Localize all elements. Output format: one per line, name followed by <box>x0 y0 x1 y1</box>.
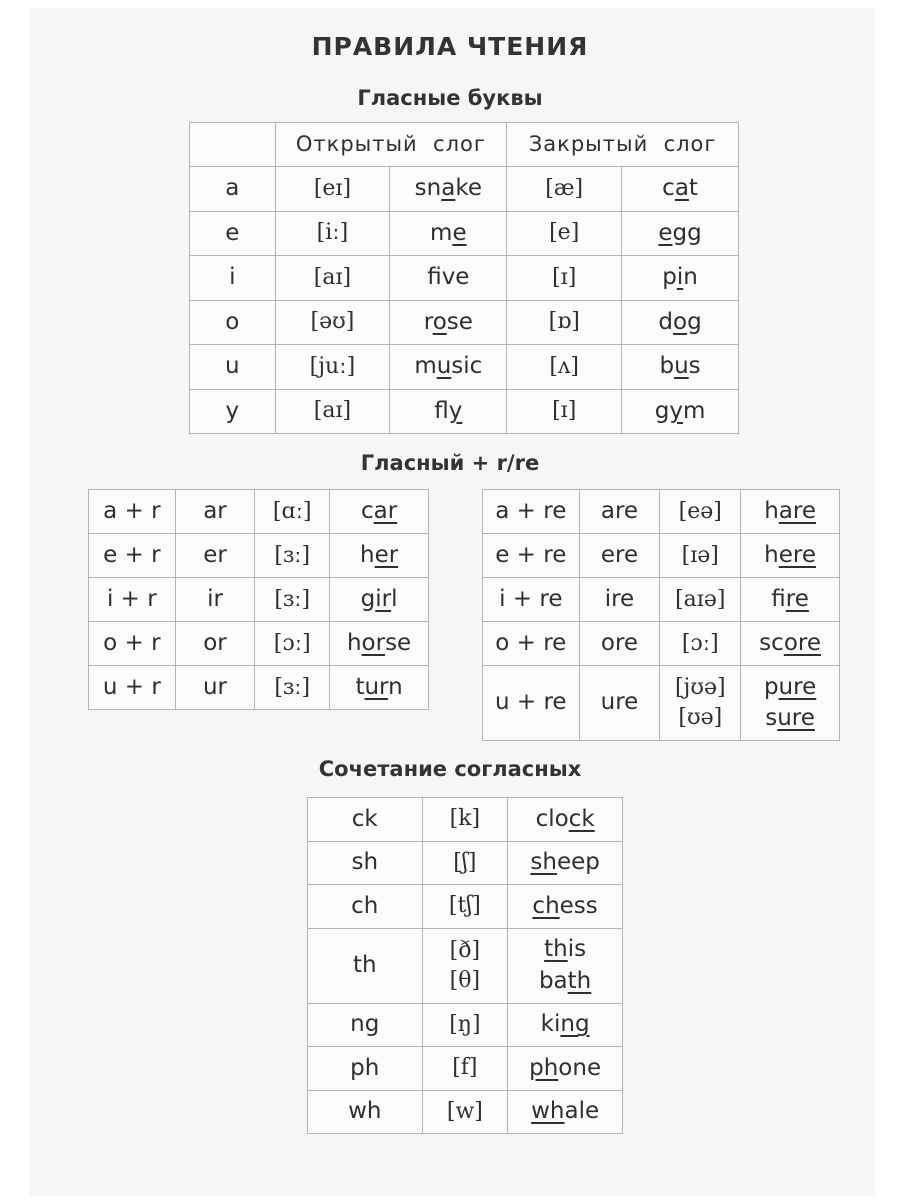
combo-text: o + re <box>495 629 567 656</box>
word-suffix: s <box>688 353 701 380</box>
closed-syllable-ipa <box>507 211 622 256</box>
letter-text: e <box>225 219 240 246</box>
combo-letters <box>579 578 660 622</box>
vowels-corner-cell <box>190 123 276 167</box>
word-highlight: are <box>778 497 816 524</box>
ipa-text: [aɪə] <box>675 586 726 612</box>
consonant-row <box>308 1047 623 1091</box>
word-prefix: t <box>355 673 365 700</box>
combo-example <box>330 490 429 534</box>
word-suffix: se <box>446 308 473 335</box>
word-suffix: sic <box>451 353 483 380</box>
ipa-text: [e] <box>549 220 580 246</box>
word-suffix: m <box>682 397 706 424</box>
ipa-text: [əʊ] <box>310 309 355 335</box>
combo-text: e + re <box>495 541 567 568</box>
open-syllable-example <box>390 300 507 345</box>
combo-text: u + r <box>102 673 161 700</box>
word-highlight: e <box>658 219 673 246</box>
example-word <box>330 496 428 527</box>
combo-formula <box>89 666 176 710</box>
closed-syllable-ipa <box>507 300 622 345</box>
ipa-text: [ʊə] <box>678 705 723 730</box>
word-prefix: p <box>662 264 677 291</box>
letters-text: ar <box>203 497 227 524</box>
combo-ipa <box>660 666 741 741</box>
consonant-ipa <box>422 798 508 842</box>
example-word <box>741 703 839 734</box>
combo-example <box>330 578 429 622</box>
ipa-text: [juː] <box>309 353 356 379</box>
ipa-text: [ŋ] <box>449 1011 481 1037</box>
open-syllable-ipa <box>275 211 390 256</box>
ipa-text: [ɒ] <box>548 309 580 335</box>
combo-formula <box>483 490 580 534</box>
example-word <box>390 218 506 249</box>
combo-text: o + r <box>103 629 161 656</box>
ipa-text: [eɪ] <box>313 175 352 201</box>
ipa-text: [ʃ] <box>453 849 477 875</box>
combo-letters <box>175 534 255 578</box>
letters-text: ore <box>600 629 639 656</box>
ipa-text: [w] <box>446 1098 483 1124</box>
letters-text: er <box>203 541 227 568</box>
word-highlight: ng <box>560 1011 590 1038</box>
word-prefix: h <box>346 629 362 656</box>
word-prefix: ki <box>540 1011 561 1038</box>
vowel-letter <box>190 300 276 345</box>
ipa-text: [ð] <box>449 937 481 963</box>
word-prefix: f <box>427 264 442 291</box>
consonant-row <box>308 928 623 1003</box>
combo-letters <box>175 622 255 666</box>
closed-syllable-example <box>622 300 739 345</box>
combo-text: ng <box>350 1011 380 1038</box>
r-combo-row <box>89 534 429 578</box>
word-highlight: ck <box>568 805 595 832</box>
word-prefix: h <box>764 541 779 568</box>
consonant-combo <box>308 1090 423 1134</box>
r-combos-right-table <box>482 489 840 741</box>
combo-text: wh <box>348 1098 382 1125</box>
combo-formula <box>89 490 176 534</box>
example-word <box>330 672 428 703</box>
header-open-syllable: Открытый слог <box>275 123 507 167</box>
r-combo-row <box>89 578 429 622</box>
ipa-text: [ɪ] <box>552 264 577 290</box>
combo-example <box>741 666 840 741</box>
word-highlight: or <box>361 629 386 656</box>
consonant-combo <box>308 841 423 885</box>
word-prefix: sc <box>759 629 784 656</box>
letter-text: u <box>224 353 240 380</box>
example-word <box>741 584 839 615</box>
consonant-ipa <box>422 1047 508 1091</box>
combo-example <box>330 534 429 578</box>
combo-ipa <box>660 490 741 534</box>
vowel-row <box>190 167 739 212</box>
word-suffix: is <box>567 936 587 963</box>
word-highlight: ire <box>785 585 809 612</box>
word-prefix: f <box>771 585 786 612</box>
combo-text: ch <box>351 892 379 919</box>
word-highlight: ure <box>777 705 815 731</box>
vowel-letter <box>190 211 276 256</box>
letter-text: o <box>225 308 240 335</box>
example-word <box>741 672 839 703</box>
ipa-text: [ɜː] <box>274 542 311 568</box>
r-combos-left-table <box>88 489 429 710</box>
consonant-combo <box>308 798 423 842</box>
word-highlight: ir <box>375 585 392 612</box>
word-suffix: ess <box>559 892 598 919</box>
consonant-ipa <box>422 885 508 929</box>
example-word <box>622 173 738 204</box>
combo-letters <box>579 666 660 741</box>
combo-letters <box>579 534 660 578</box>
example-word <box>622 351 738 382</box>
closed-syllable-example <box>622 167 739 212</box>
combo-text: i + re <box>499 585 563 612</box>
word-highlight: sh <box>530 849 557 876</box>
word-highlight: wh <box>531 1098 565 1125</box>
combo-text: ph <box>350 1054 380 1081</box>
ipa-text: [θ] <box>449 967 481 993</box>
word-highlight: i <box>676 264 684 291</box>
combo-text: e + r <box>103 541 161 568</box>
header-closed-syllable: Закрытый слог <box>507 123 739 167</box>
closed-syllable-ipa <box>507 389 622 434</box>
ipa-text: [ʌ] <box>549 353 579 379</box>
r-combo-row <box>89 490 429 534</box>
closed-syllable-example <box>622 211 739 256</box>
word-prefix: h <box>764 497 779 524</box>
example-word <box>622 262 738 293</box>
combo-formula <box>89 534 176 578</box>
word-prefix: g <box>360 585 376 612</box>
vowel-letter <box>190 256 276 301</box>
combo-example <box>741 622 840 666</box>
open-syllable-example <box>390 345 507 390</box>
combo-text: sh <box>351 849 379 876</box>
open-syllable-ipa <box>275 256 390 301</box>
example-word <box>508 847 622 878</box>
open-syllable-example <box>390 211 507 256</box>
combo-example <box>741 578 840 622</box>
ipa-text: [ɜː] <box>274 586 311 612</box>
word-prefix: ba <box>538 967 568 994</box>
r-combo-row <box>483 490 840 534</box>
word-highlight: y <box>448 397 463 424</box>
combo-text: th <box>352 951 377 978</box>
combo-text: i + r <box>106 585 157 612</box>
ipa-text: [f] <box>452 1055 478 1081</box>
combo-ipa <box>660 578 741 622</box>
example-word <box>390 396 506 427</box>
combo-example <box>330 666 429 710</box>
consonant-row <box>308 841 623 885</box>
example-word <box>390 262 506 293</box>
closed-syllable-example <box>622 389 739 434</box>
word-prefix: fl <box>434 397 449 424</box>
combo-letters <box>579 490 660 534</box>
ipa-text: [iː] <box>316 220 349 246</box>
word-prefix: clo <box>535 805 569 832</box>
combo-letters <box>579 622 660 666</box>
ipa-text: [aɪ] <box>313 398 352 424</box>
consonant-row <box>308 885 623 929</box>
letters-text: ere <box>600 541 639 568</box>
word-suffix: gg <box>672 219 702 246</box>
word-highlight: ar <box>373 497 398 524</box>
combo-formula <box>89 578 176 622</box>
letter-text: y <box>225 397 240 424</box>
combo-example <box>741 534 840 578</box>
consonant-ipa <box>422 1003 508 1047</box>
r-combo-row <box>483 534 840 578</box>
word-highlight: ere <box>778 541 817 568</box>
ipa-text: [k] <box>449 806 481 832</box>
combo-ipa <box>255 578 330 622</box>
ipa-text: [tʃ] <box>448 893 481 919</box>
consonant-row <box>308 1003 623 1047</box>
combo-example <box>330 622 429 666</box>
example-word <box>508 891 622 922</box>
word-suffix: g <box>687 308 702 335</box>
word-prefix: h <box>359 541 375 568</box>
r-combo-row <box>89 666 429 710</box>
r-combo-row <box>89 622 429 666</box>
word-suffix: se <box>385 629 412 656</box>
combo-example <box>741 490 840 534</box>
word-prefix: sn <box>414 175 442 202</box>
vowel-row <box>190 345 739 390</box>
vowels-table <box>189 122 739 434</box>
word-suffix: ke <box>455 175 482 202</box>
word-suffix: l <box>391 585 398 612</box>
example-word <box>508 1053 622 1084</box>
vowel-row <box>190 300 739 345</box>
closed-syllable-ipa <box>507 256 622 301</box>
combo-formula <box>89 622 176 666</box>
open-syllable-ipa <box>275 300 390 345</box>
word-highlight: er <box>374 541 399 568</box>
open-syllable-ipa <box>275 389 390 434</box>
word-prefix: p <box>763 673 779 700</box>
example-word <box>330 584 428 615</box>
vowel-letter <box>190 167 276 212</box>
combo-ipa <box>660 622 741 666</box>
example-word <box>622 307 738 338</box>
open-syllable-ipa <box>275 345 390 390</box>
r-combo-row <box>483 578 840 622</box>
example-word <box>330 628 428 659</box>
closed-syllable-ipa <box>507 345 622 390</box>
letters-text: or <box>203 629 227 656</box>
letters-text: are <box>600 497 639 524</box>
word-prefix: c <box>662 175 675 202</box>
combo-text: a + re <box>495 497 567 524</box>
example-word <box>508 966 622 997</box>
letters-text: ure <box>600 689 639 716</box>
vowels-heading: Гласные буквы <box>357 86 543 110</box>
consonant-example <box>508 1090 623 1134</box>
ipa-text: [ɪə] <box>681 542 719 568</box>
consonant-row <box>308 798 623 842</box>
combo-formula <box>483 578 580 622</box>
word-suffix: n <box>683 264 698 291</box>
closed-syllable-example <box>622 345 739 390</box>
open-syllable-example <box>390 167 507 212</box>
consonant-ipa <box>422 1090 508 1134</box>
example-word <box>622 218 738 249</box>
closed-syllable-example <box>622 256 739 301</box>
word-highlight: e <box>452 219 467 246</box>
word-highlight: ure <box>778 673 817 700</box>
word-suffix: ve <box>441 264 470 291</box>
combo-ipa <box>255 534 330 578</box>
r-combo-row <box>483 622 840 666</box>
example-word <box>622 396 738 427</box>
page-title: ПРАВИЛА ЧТЕНИЯ <box>311 32 589 61</box>
letter-text: a <box>225 175 240 202</box>
consonant-ipa <box>422 841 508 885</box>
consonant-combo <box>308 928 423 1003</box>
example-word <box>390 173 506 204</box>
ipa-text: [aɪ] <box>313 264 352 290</box>
word-highlight: ph <box>529 1054 559 1081</box>
ipa-text: [eə] <box>678 498 722 524</box>
word-highlight: th <box>567 967 592 994</box>
combo-formula <box>483 622 580 666</box>
word-suffix: t <box>688 175 698 202</box>
letters-text: ire <box>604 585 635 612</box>
example-word <box>390 307 506 338</box>
consonant-ipa <box>422 928 508 1003</box>
vowel-row <box>190 211 739 256</box>
combo-ipa <box>255 490 330 534</box>
word-prefix: s <box>765 705 778 731</box>
consonants-table <box>307 797 623 1134</box>
vowel-row <box>190 256 739 301</box>
consonant-example <box>508 928 623 1003</box>
consonant-example <box>508 1047 623 1091</box>
closed-syllable-ipa <box>507 167 622 212</box>
example-word <box>330 540 428 571</box>
combo-formula <box>483 666 580 741</box>
word-highlight: u <box>674 353 689 380</box>
combo-letters <box>175 666 255 710</box>
letters-text: ur <box>202 673 228 700</box>
combo-text: u + re <box>495 689 567 716</box>
combo-ipa <box>660 534 741 578</box>
word-highlight: ore <box>783 629 821 656</box>
open-syllable-ipa <box>275 167 390 212</box>
consonant-row <box>308 1090 623 1134</box>
ipa-text: [jʊə] <box>674 675 726 701</box>
word-highlight: y <box>669 397 683 424</box>
vowel-letter <box>190 389 276 434</box>
word-suffix: n <box>388 673 403 700</box>
word-highlight: ch <box>532 892 560 919</box>
consonant-example <box>508 885 623 929</box>
word-highlight: o <box>673 308 688 335</box>
r-combo-row <box>483 666 840 741</box>
word-prefix: c <box>360 497 374 524</box>
word-highlight: o <box>432 308 447 335</box>
ipa-text: [æ] <box>545 175 584 201</box>
word-prefix: d <box>658 308 674 335</box>
example-word <box>508 1096 622 1127</box>
word-highlight: a <box>441 175 456 202</box>
combo-ipa <box>255 622 330 666</box>
consonant-combo <box>308 1047 423 1091</box>
vowel-letter <box>190 345 276 390</box>
word-highlight: ur <box>364 673 389 700</box>
example-word <box>508 804 622 835</box>
word-prefix: m <box>430 219 453 246</box>
consonants-heading: Сочетание согласных <box>318 757 582 781</box>
example-word <box>508 1009 622 1040</box>
consonant-combo <box>308 1003 423 1047</box>
open-syllable-example <box>390 256 507 301</box>
word-prefix: b <box>659 353 675 380</box>
example-word <box>390 351 506 382</box>
ipa-text: [ɪ] <box>552 398 577 424</box>
word-highlight: a <box>674 175 689 202</box>
open-syllable-example <box>390 389 507 434</box>
combo-formula <box>483 534 580 578</box>
word-prefix: m <box>414 353 437 380</box>
word-highlight: th <box>544 936 568 963</box>
ipa-text: [ɔː] <box>273 630 311 656</box>
word-prefix: r <box>423 308 433 335</box>
vowel-row <box>190 389 739 434</box>
ipa-text: [ɔː] <box>681 630 719 656</box>
example-word <box>741 628 839 659</box>
consonant-example <box>508 841 623 885</box>
consonant-example <box>508 798 623 842</box>
combo-letters <box>175 578 255 622</box>
r-combos-heading: Гласный + r/re <box>360 451 540 475</box>
combo-ipa <box>255 666 330 710</box>
ipa-text: [ɑː] <box>272 498 312 524</box>
letters-text: ir <box>207 585 223 612</box>
combo-text: a + r <box>103 497 161 524</box>
consonant-example <box>508 1003 623 1047</box>
ipa-text: [ɜː] <box>274 674 311 700</box>
example-word <box>741 496 839 527</box>
example-word <box>741 540 839 571</box>
combo-text: ck <box>351 805 378 832</box>
word-prefix: g <box>654 397 670 424</box>
word-suffix: ale <box>564 1098 600 1125</box>
word-highlight: u <box>436 353 452 380</box>
consonant-combo <box>308 885 423 929</box>
example-word <box>508 934 622 965</box>
word-suffix: one <box>558 1054 602 1081</box>
letter-text: i <box>229 264 236 291</box>
combo-letters <box>175 490 255 534</box>
word-suffix: eep <box>556 849 600 876</box>
